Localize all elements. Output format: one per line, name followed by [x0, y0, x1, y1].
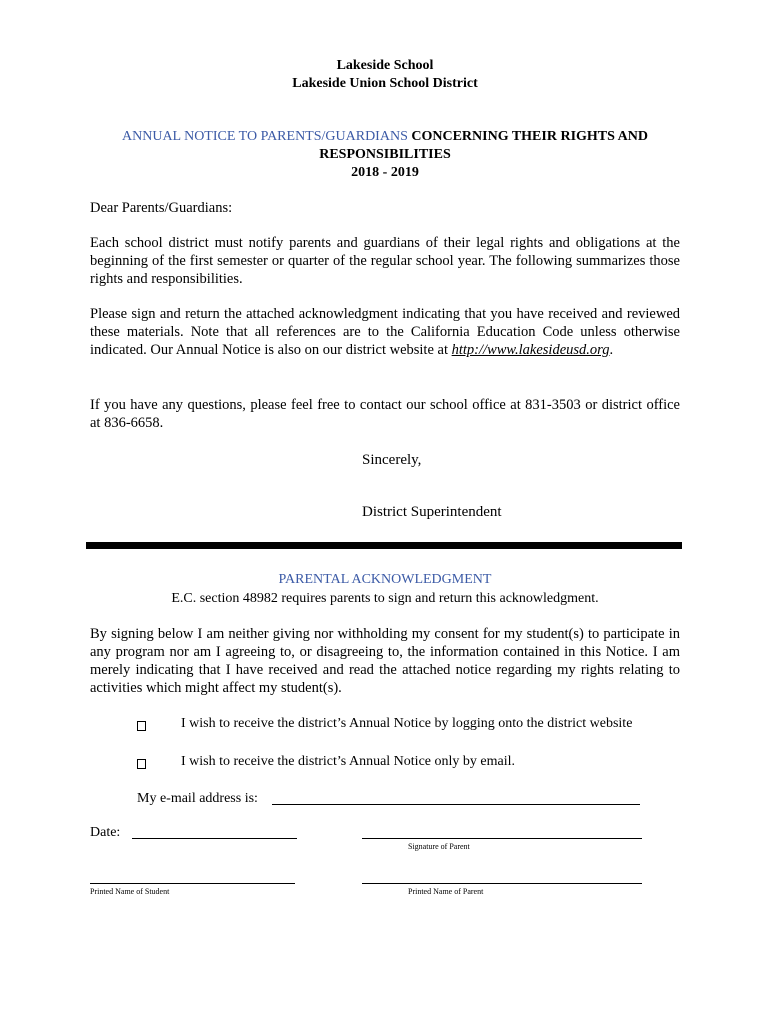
date-label: Date: [90, 825, 121, 840]
district-website-link[interactable]: http://www.lakesideusd.org [451, 342, 610, 358]
printed-parent-caption: Printed Name of Parent [408, 887, 484, 896]
signer-title: District Superintendent [362, 504, 502, 520]
section-divider [86, 542, 682, 549]
email-label: My e-mail address is: [137, 791, 258, 806]
parent-name-field[interactable] [362, 883, 642, 884]
district-name: Lakeside Union School District [292, 76, 478, 91]
student-name-field[interactable] [90, 883, 295, 884]
printed-student-caption: Printed Name of Student [90, 887, 170, 896]
website-option-checkbox[interactable] [137, 718, 146, 736]
parent-signature-field[interactable] [362, 838, 642, 839]
notice-title-line2: RESPONSIBILITIES [319, 147, 451, 162]
salutation: Dear Parents/Guardians: [90, 200, 233, 216]
notice-title-part1: ANNUAL NOTICE TO PARENTS/GUARDIANS [122, 129, 408, 144]
website-option-label: I wish to receive the district’s Annual Notice by logging onto the district website [181, 716, 633, 731]
paragraph-2-text: Please sign and return the attached acknowledgment indicating that you have received and reviewed these materials. Note that all references are to the California Education Code unless otherwise indicated. Our Annual Notice is also on our district website at [90, 306, 680, 358]
paragraph-2 [90, 305, 680, 359]
closing: Sincerely, [362, 452, 422, 468]
acknowledgment-body: By signing below I am neither giving nor withholding my consent for my student(s) to participate in any program nor am I agreeing to, or disagreeing to, the information contained in this Notice. I am merely indicating that I have received and read the attached notice regarding my rights relating to activities which might affect my student(s). [90, 626, 680, 696]
checkbox-icon[interactable] [137, 721, 146, 731]
paragraph-1: Each school district must notify parents and guardians of their legal rights and obligations at the beginning of the first semester or quarter of the regular school year. The following summarizes those rights and responsibilities. [90, 235, 680, 287]
notice-title [0, 128, 770, 146]
email-option-checkbox[interactable] [137, 756, 146, 774]
acknowledgment-title: PARENTAL ACKNOWLEDGMENT [278, 572, 492, 587]
acknowledgment-subtitle: E.C. section 48982 requires parents to sign and return this acknowledgment. [171, 591, 599, 606]
checkbox-icon[interactable] [137, 759, 146, 769]
email-address-field[interactable] [272, 804, 640, 805]
date-field[interactable] [132, 838, 297, 839]
notice-title-part2: CONCERNING THEIR RIGHTS AND [407, 129, 648, 144]
school-name: Lakeside School [336, 58, 434, 73]
signature-parent-caption: Signature of Parent [408, 842, 470, 851]
school-year: 2018 - 2019 [351, 165, 419, 180]
paragraph-2-end: . [609, 342, 614, 358]
email-option-label: I wish to receive the district’s Annual Notice only by email. [181, 754, 515, 769]
paragraph-3: If you have any questions, please feel free to contact our school office at 831-3503 or district office at 836-6658. [90, 397, 680, 431]
